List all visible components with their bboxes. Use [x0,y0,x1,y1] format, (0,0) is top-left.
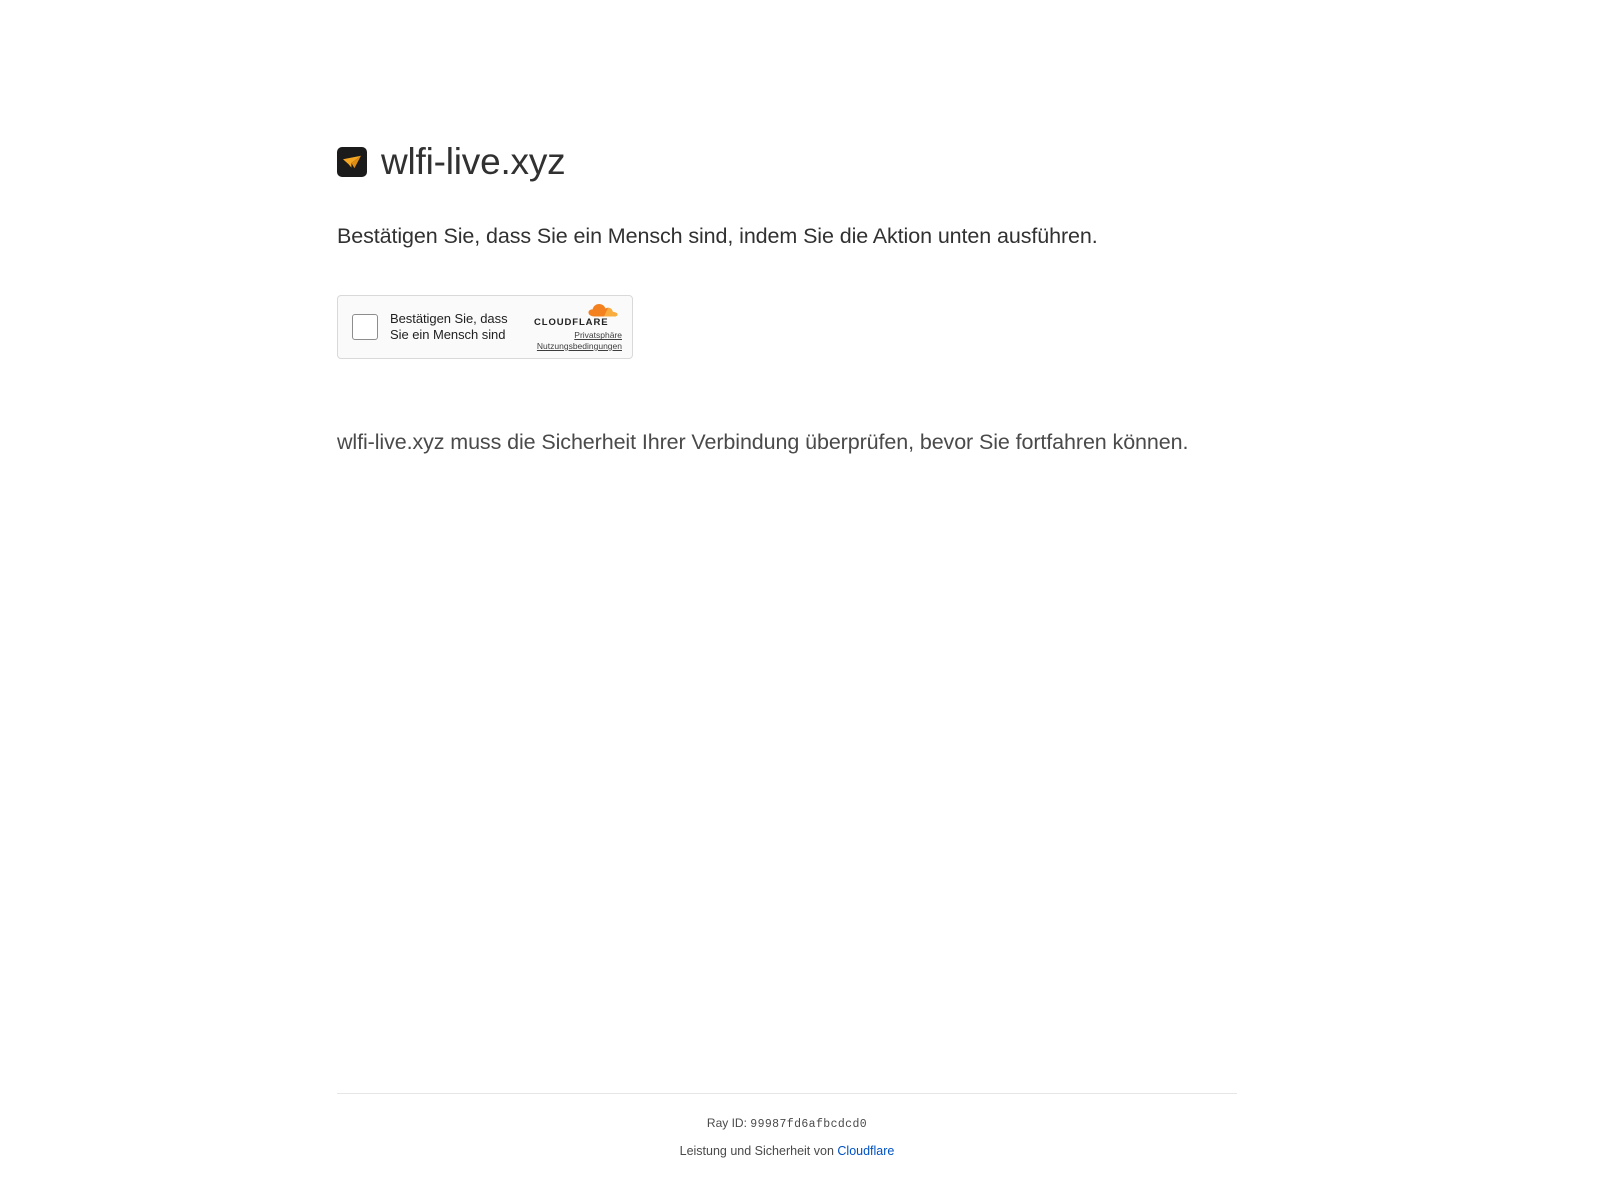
performance-prefix: Leistung und Sicherheit von [679,1144,834,1158]
paper-plane-icon [337,147,367,177]
cloudflare-logo [534,303,622,329]
ray-id-row [337,1116,1237,1131]
human-verification-checkbox[interactable] [352,314,378,340]
turnstile-links [537,330,622,351]
page-footer [337,1093,1237,1158]
cloudflare-link[interactable]: Cloudflare [837,1144,895,1158]
verification-description: wlfi-live.xyz muss die Sicherheit Ihrer Verbindung überprüfen, bevor Sie fortfahren können. [337,430,1189,455]
challenge-content [337,118,1237,460]
ray-id-value: 99987fd6afbcdcd0 [750,1118,868,1131]
challenge-subtitle: Bestätigen Sie, dass Sie ein Mensch sind, indem Sie die Aktion unten ausführen. [337,224,1098,249]
performance-row [337,1144,1237,1158]
ray-id-label: Ray ID: [706,1116,747,1130]
terms-link[interactable]: Nutzungsbedingungen [536,340,622,351]
page-title: wlfi-live.xyz [381,140,566,182]
privacy-link[interactable]: Privatsphäre [574,330,622,341]
turnstile-widget[interactable] [337,295,633,359]
checkbox-label: Bestätigen Sie, dass Sie ein Mensch sind [390,310,508,343]
site-header [337,118,1237,206]
cloudflare-wordmark: CLOUDFLARE [534,317,609,329]
cloudflare-branding [530,303,622,351]
